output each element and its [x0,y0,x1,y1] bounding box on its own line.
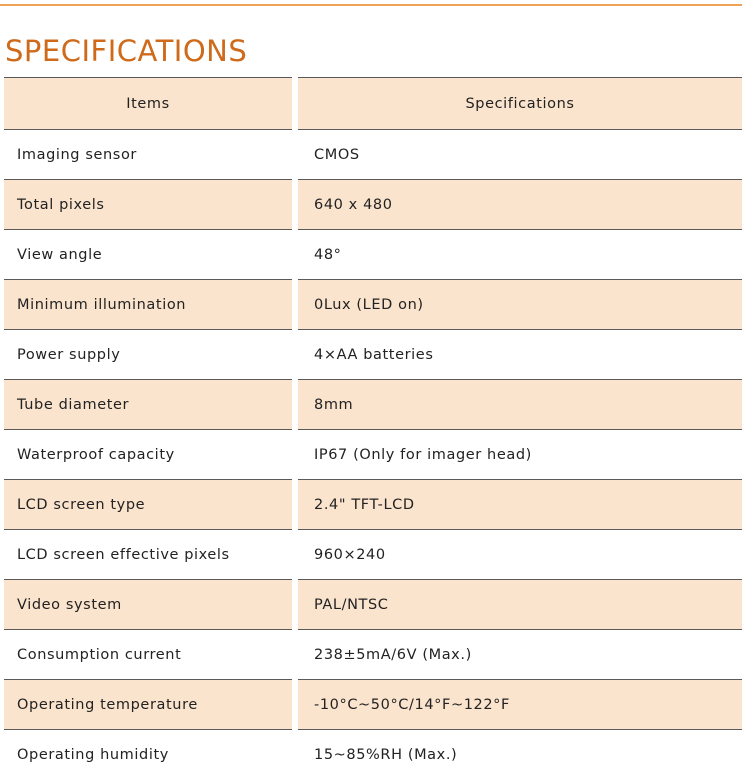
table-row [4,629,742,679]
item-cell: LCD screen type [4,479,292,529]
page-title: SPECIFICATIONS [5,34,248,68]
table-row [4,129,742,179]
specifications-table [4,77,742,779]
spec-cell: -10°C~50°C/14°F~122°F [298,679,742,729]
spec-cell: 4×AA batteries [298,329,742,379]
item-cell: Imaging sensor [4,129,292,179]
header-items: Items [4,77,292,129]
spec-cell: 0Lux (LED on) [298,279,742,329]
table-row [4,529,742,579]
item-cell: Minimum illumination [4,279,292,329]
item-cell: LCD screen effective pixels [4,529,292,579]
table-row [4,329,742,379]
table-header-row [4,77,742,129]
spec-cell: 2.4" TFT-LCD [298,479,742,529]
item-cell: Consumption current [4,629,292,679]
table-row [4,729,742,779]
spec-cell: 8mm [298,379,742,429]
spec-cell: 15~85%RH (Max.) [298,729,742,779]
table-row [4,229,742,279]
table-row [4,429,742,479]
table-row [4,179,742,229]
spec-cell: 238±5mA/6V (Max.) [298,629,742,679]
item-cell: Video system [4,579,292,629]
item-cell: Tube diameter [4,379,292,429]
spec-cell: IP67 (Only for imager head) [298,429,742,479]
table-row [4,579,742,629]
item-cell: Operating humidity [4,729,292,779]
item-cell: Power supply [4,329,292,379]
table-row [4,679,742,729]
table-row [4,379,742,429]
item-cell: Total pixels [4,179,292,229]
table-row [4,279,742,329]
item-cell: Operating temperature [4,679,292,729]
table-row [4,479,742,529]
header-specifications: Specifications [298,77,742,129]
spec-cell: 960×240 [298,529,742,579]
top-rule [0,4,742,6]
spec-cell: CMOS [298,129,742,179]
spec-cell: PAL/NTSC [298,579,742,629]
item-cell: Waterproof capacity [4,429,292,479]
spec-cell: 640 x 480 [298,179,742,229]
spec-cell: 48° [298,229,742,279]
item-cell: View angle [4,229,292,279]
